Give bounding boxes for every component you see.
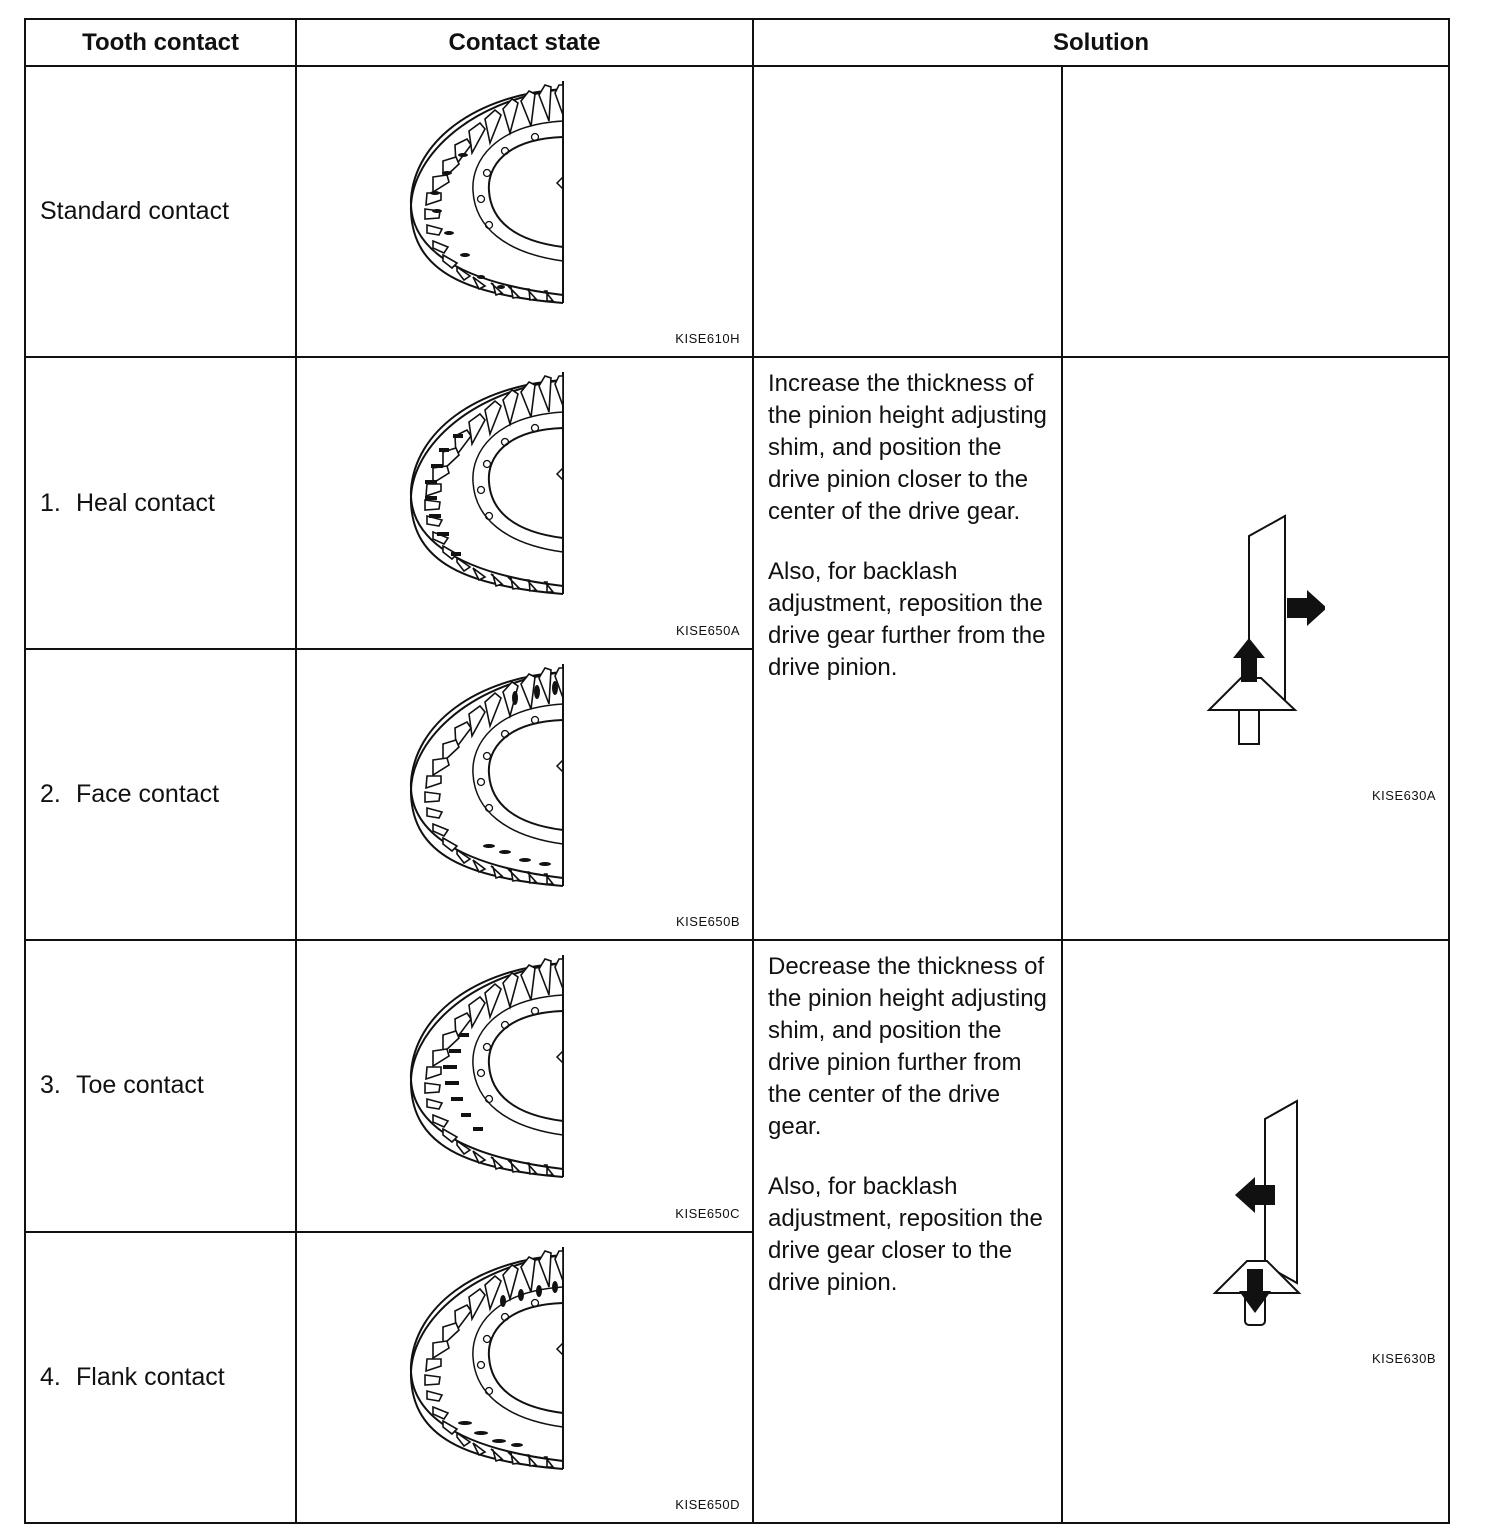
contact-state-cell xyxy=(296,649,753,940)
gear-heal-figure xyxy=(405,372,575,602)
solution-text-cell xyxy=(753,940,1062,1523)
tooth-number: 4. xyxy=(40,1362,61,1391)
header-contact-state: Contact state xyxy=(296,19,753,66)
gear-toe-figure xyxy=(405,955,575,1185)
figure-code: KISE630B xyxy=(1372,1351,1437,1367)
tooth-cell xyxy=(25,1232,296,1523)
pinion-adjust-figure xyxy=(1195,510,1325,750)
figure-code: KISE630A xyxy=(1372,788,1437,804)
solution-text-cell xyxy=(753,357,1062,940)
solution-instruction: Increase the thickness of the pinion height adjusting shim, and position the drive pinion closer to the center of the drive gear. xyxy=(768,370,1047,526)
solution-backlash-note: Also, for backlash adjustment, reposition the drive gear closer to the drive pinion. xyxy=(768,1173,1043,1297)
contact-state-cell xyxy=(296,66,753,357)
figure-code: KISE610H xyxy=(675,331,740,347)
tooth-label: Standard contact xyxy=(40,197,230,226)
tooth-label: Heal contact xyxy=(76,488,215,517)
tooth-contact-table xyxy=(24,18,1450,1524)
header-tooth-contact: Tooth contact xyxy=(25,19,296,66)
tooth-number: 3. xyxy=(40,1071,61,1100)
tooth-label: Face contact xyxy=(76,780,220,808)
gear-flank-figure xyxy=(405,1247,575,1477)
solution-empty-figure-cell xyxy=(1062,66,1449,357)
tooth-cell xyxy=(25,940,296,1231)
figure-code: KISE650C xyxy=(675,1205,740,1221)
figure-code: KISE650B xyxy=(676,914,740,930)
header-row xyxy=(25,19,1449,66)
solution-figure-cell xyxy=(1062,357,1449,940)
table-row xyxy=(25,66,1449,357)
solution-empty-cell xyxy=(753,66,1062,357)
tooth-label: Toe contact xyxy=(76,1071,204,1100)
solution-instruction: Decrease the thickness of the pinion height adjusting shim, and position the drive pinion further from the center of the drive gear. xyxy=(768,953,1047,1141)
tooth-cell xyxy=(25,357,296,648)
contact-state-cell xyxy=(296,940,753,1231)
tooth-label: Flank contact xyxy=(76,1362,225,1391)
figure-code: KISE650A xyxy=(676,622,740,638)
solution-figure-cell xyxy=(1062,940,1449,1523)
table-row xyxy=(25,940,1449,1231)
gear-standard-figure xyxy=(405,81,575,311)
table-row xyxy=(25,357,1449,648)
header-solution: Solution xyxy=(753,19,1449,66)
gear-face-figure xyxy=(405,664,575,894)
tooth-number: 1. xyxy=(40,488,61,517)
tooth-cell xyxy=(25,66,296,357)
tooth-number: 2. xyxy=(40,780,61,808)
contact-state-cell xyxy=(296,357,753,648)
figure-code: KISE650D xyxy=(675,1497,740,1512)
tooth-cell xyxy=(25,649,296,940)
contact-state-cell xyxy=(296,1232,753,1523)
solution-backlash-note: Also, for backlash adjustment, reposition the drive gear further from the drive pinion. xyxy=(768,558,1046,682)
pinion-adjust-figure xyxy=(1209,1093,1319,1333)
